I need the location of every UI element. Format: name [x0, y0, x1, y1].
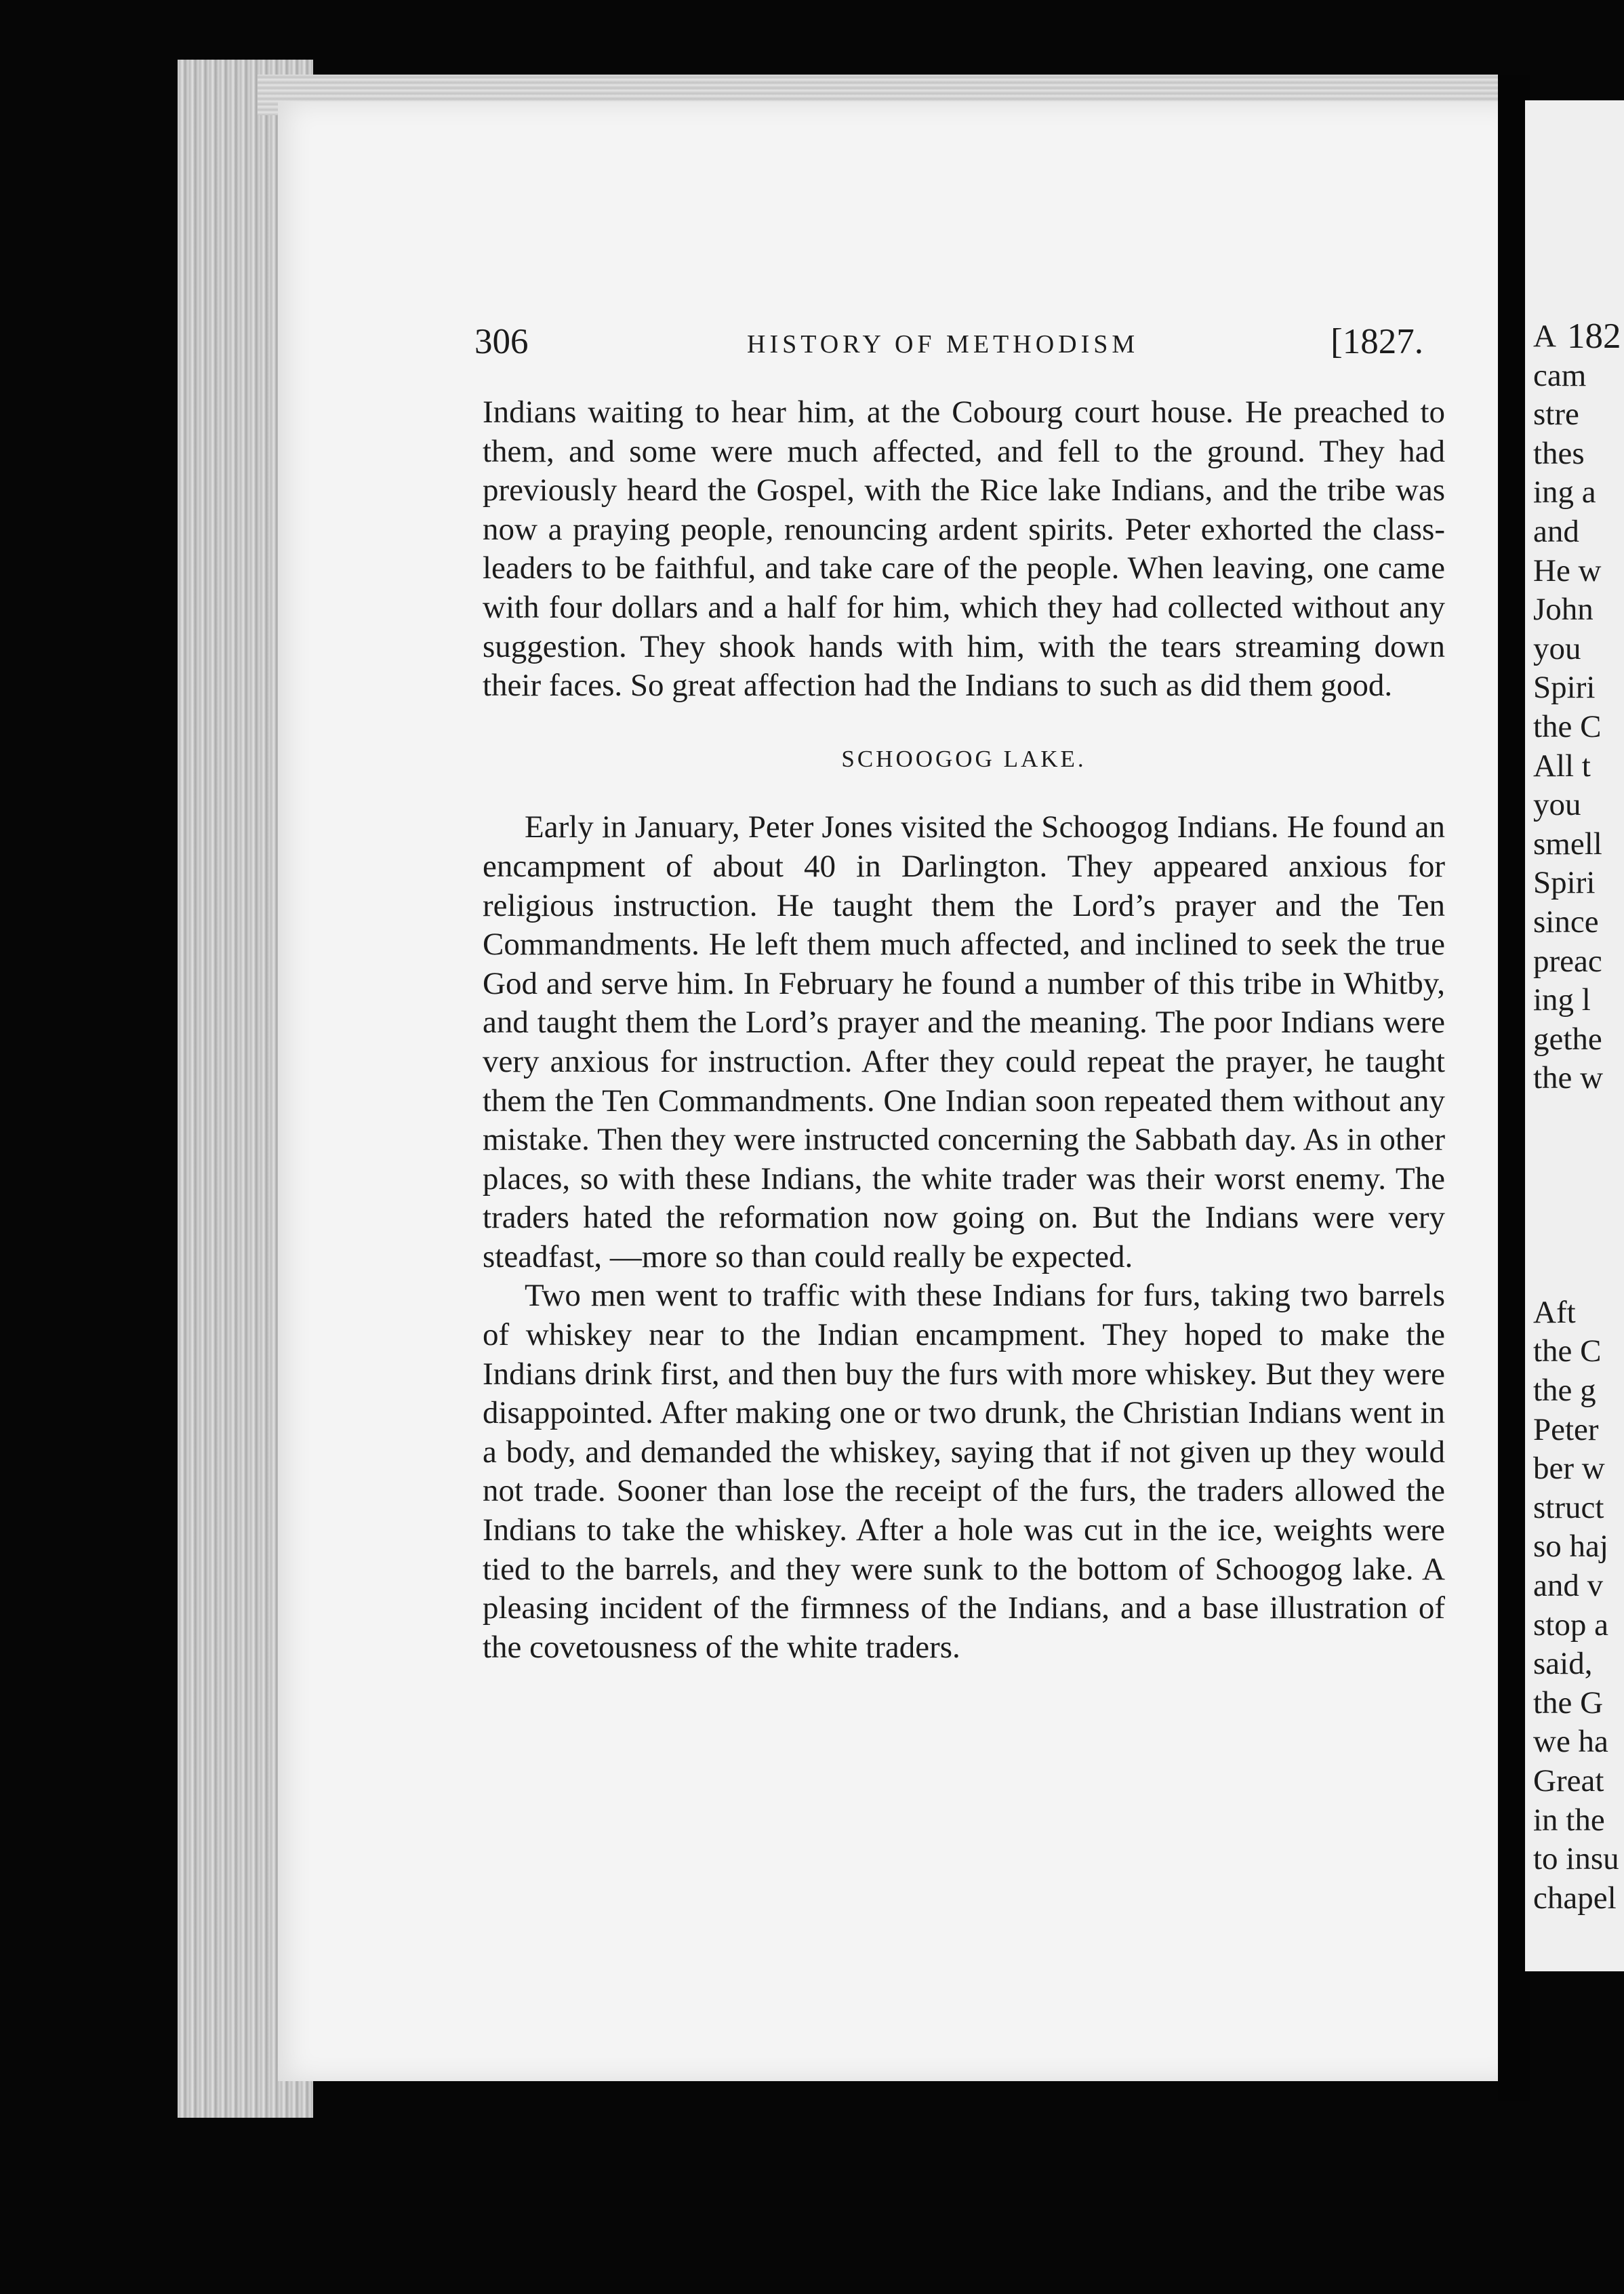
next-page-line: All t [1533, 748, 1591, 784]
paragraph: Two men went to traffic with these Indians for furs, taking two barrels of whiskey near to the Indian encampment. They hoped to make the Indians drink first, and then buy the furs with more whiskey. But they were disappointed. After making one or two drunk, the Christian Indians went in a body, and demanded the whiskey, saying that if not given up they would not trade. Sooner than lose the receipt of the furs, the traders allowed the Indians to take the whiskey. After a hole was cut in the ice, weights were tied to the barrels, and they were sunk to the bottom of Schoogog lake. A pleasing incident of the firmness of the Indians, and a base illustration of the covetousness of the white traders. [483, 1278, 1445, 1665]
next-page-line: stop a [1533, 1607, 1608, 1643]
paragraph-continued: Indians waiting to hear him, at the Cobourg court house. He preached to them, and some were much affected, and fell to the ground. They had previously heard the Gospel, with the Rice lake Indians, and the tribe was now a praying people, renouncing ardent spirits. Peter exhorted the class-leaders to be faithful, and take care of the people. When leaving, one came with four dollars and a half for him, which they had collected without any suggestion. They shook hands with him, with the tears streaming down their faces. So great affection had the Indians to such as did them good. [483, 395, 1445, 704]
paragraph: Early in January, Peter Jones visited the Schoogog Indians. He found an encampment of about 40 in Darlington. They appeared anxious for religious instruction. He taught them the Lord’s prayer and the Ten Commandments. He left them much affected, and inclined to seek the true God and serve him. In February he found a number of this tribe in Whitby, and taught them the Lord’s prayer and the meaning. The poor Indians were very anxious for instruction. After they could repeat the prayer, he taught them the Ten Commandments. One Indian soon repeated them without any mistake. Then they were instructed concerning the Sabbath day. As in other places, so with these Indians, the white trader was their worst enemy. The traders hated the reformation now going on. But the Indians were very steadfast, —more so than could really be expected. [483, 809, 1445, 1274]
next-page-line: thes [1533, 435, 1585, 471]
body-text [483, 393, 1445, 1667]
next-page-line: Spiri [1533, 865, 1596, 901]
running-title: HISTORY OF METHODISM [747, 330, 1139, 359]
next-page-line: Aft [1533, 1294, 1576, 1330]
next-page-line: the g [1533, 1373, 1596, 1409]
next-page-line: Great [1533, 1763, 1604, 1798]
next-page-line: gethe [1533, 1021, 1602, 1057]
next-page-line: He w [1533, 552, 1602, 588]
next-page-line: John [1533, 592, 1593, 628]
next-page-line: ing a [1533, 475, 1596, 510]
next-page-line: chapel [1533, 1880, 1617, 1916]
section-heading: SCHOOGOG LAKE. [841, 745, 1087, 772]
next-page-line: ing l [1533, 982, 1591, 1018]
next-page-line: smell [1533, 826, 1602, 862]
next-page-line: ber w [1533, 1451, 1605, 1487]
next-page-line: struct [1533, 1489, 1604, 1525]
next-page-line: we ha [1533, 1724, 1608, 1760]
page-number: 306 [474, 322, 529, 361]
next-page-line: and v [1533, 1568, 1604, 1604]
next-page-line: to insu [1533, 1841, 1619, 1877]
next-page-line: since [1533, 904, 1599, 940]
next-page-line: the C [1533, 1333, 1602, 1369]
next-page-line: stre [1533, 397, 1579, 432]
next-page-header: 182 [1567, 317, 1621, 356]
next-page-line: in the [1533, 1802, 1605, 1838]
next-page-line: A [1533, 319, 1556, 354]
header-year: [1827. [1331, 322, 1423, 361]
next-page-fragments [1533, 317, 1624, 1918]
next-page-line: and [1533, 513, 1579, 549]
next-page-line: said, [1533, 1646, 1593, 1682]
next-page-line: Spiri [1533, 670, 1596, 706]
next-page-line: the C [1533, 708, 1602, 744]
next-page-line: the G [1533, 1685, 1604, 1720]
next-page-line: preac [1533, 943, 1602, 979]
next-page-line: you [1533, 630, 1581, 666]
next-page-line: you [1533, 787, 1581, 823]
next-page-line: Peter [1533, 1411, 1599, 1447]
next-page-line: cam [1533, 357, 1587, 393]
running-header [474, 321, 1430, 369]
next-page-line: so haj [1533, 1529, 1608, 1565]
next-page-line: the w [1533, 1060, 1604, 1096]
